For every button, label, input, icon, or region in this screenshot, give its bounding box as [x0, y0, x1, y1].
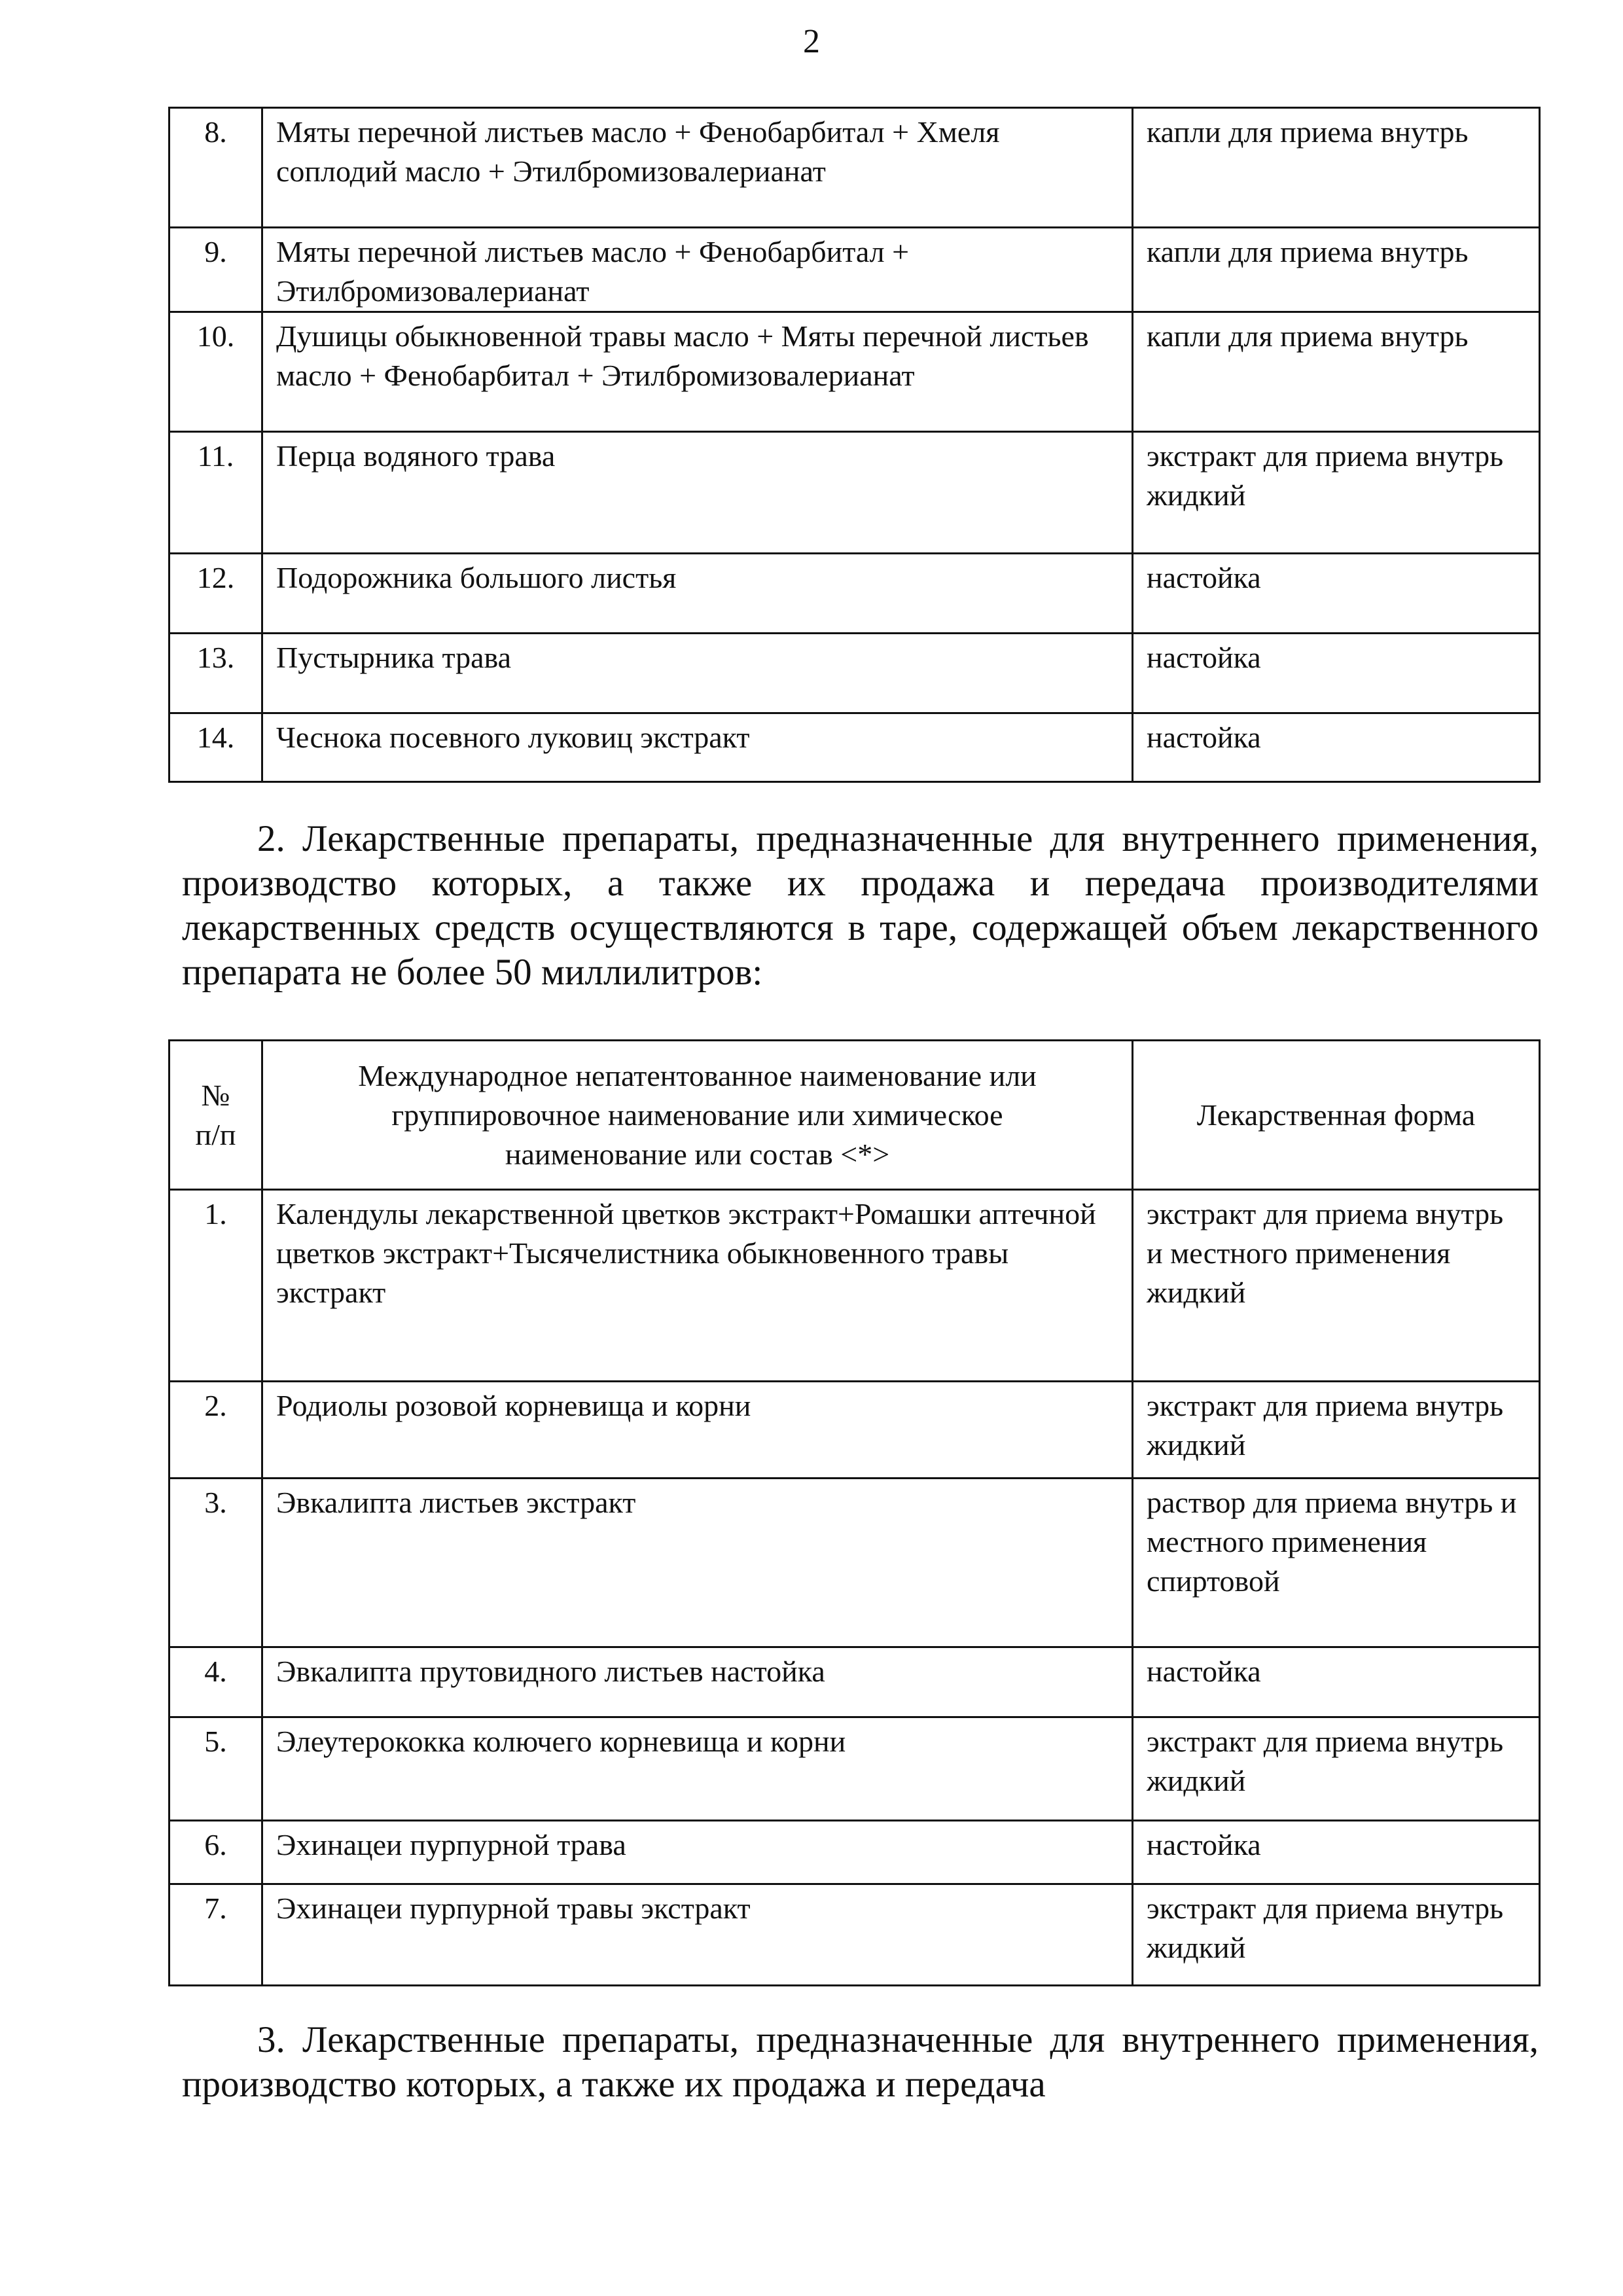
- drug-name: Эхинацеи пурпурной травы экстракт: [262, 1884, 1133, 1986]
- row-number: 4.: [169, 1647, 262, 1717]
- dosage-form: настойка: [1133, 634, 1540, 713]
- drug-name: Мяты перечной листьев масло + Фенобарбитал + Хмеля соплодий масло + Этилбромизовалерианат: [262, 108, 1133, 228]
- drug-name: Родиолы розовой корневища и корни: [262, 1382, 1133, 1479]
- row-number: 2.: [169, 1382, 262, 1479]
- section-3-text: 3. Лекарственные препараты, предназначенные для внутреннего применения, производство которых, а также их продажа и передача: [182, 2019, 1539, 2105]
- dosage-form: настойка: [1133, 1821, 1540, 1884]
- table-row: [169, 1717, 1540, 1821]
- medication-table: [168, 1039, 1541, 1986]
- drug-name: Чеснока посевного луковиц экстракт: [262, 713, 1133, 782]
- dosage-form: экстракт для приема внутрь жидкий: [1133, 432, 1540, 554]
- row-number: 14.: [169, 713, 262, 782]
- drug-name: Перца водяного трава: [262, 432, 1133, 554]
- dosage-form: настойка: [1133, 1647, 1540, 1717]
- dosage-form: капли для приема внутрь: [1133, 108, 1540, 228]
- dosage-form: экстракт для приема внутрь жидкий: [1133, 1382, 1540, 1479]
- row-number: 13.: [169, 634, 262, 713]
- row-number: 9.: [169, 228, 262, 312]
- dosage-form: экстракт для приема внутрь жидкий: [1133, 1884, 1540, 1986]
- drug-name: Подорожника большого листья: [262, 554, 1133, 634]
- drug-name: Эхинацеи пурпурной трава: [262, 1821, 1133, 1884]
- table-row: [169, 1190, 1540, 1382]
- dosage-form: капли для приема внутрь: [1133, 312, 1540, 432]
- row-number: 12.: [169, 554, 262, 634]
- table-row: [169, 634, 1540, 713]
- header-number: № п/п: [169, 1041, 262, 1190]
- drug-name: Эвкалипта прутовидного листьев настойка: [262, 1647, 1133, 1717]
- dosage-form: настойка: [1133, 554, 1540, 634]
- row-number: 7.: [169, 1884, 262, 1986]
- table-header-row: [169, 1041, 1540, 1190]
- drug-name: Календулы лекарственной цветков экстракт+Ромашки аптечной цветков экстракт+Тысячелистника обыкновенного травы экстракт: [262, 1190, 1133, 1382]
- table-row: [169, 1479, 1540, 1647]
- drug-name: Мяты перечной листьев масло + Фенобарбитал + Этилбромизовалерианат: [262, 228, 1133, 312]
- row-number: 3.: [169, 1479, 262, 1647]
- row-number: 1.: [169, 1190, 262, 1382]
- table-row: [169, 713, 1540, 782]
- header-form: Лекарственная форма: [1133, 1041, 1540, 1190]
- drug-name: Элеутерококка колючего корневища и корни: [262, 1717, 1133, 1821]
- drug-name: Душицы обыкновенной травы масло + Мяты перечной листьев масло + Фенобарбитал + Этилбромизовалерианат: [262, 312, 1133, 432]
- dosage-form: настойка: [1133, 713, 1540, 782]
- row-number: 8.: [169, 108, 262, 228]
- table-row: [169, 1884, 1540, 1986]
- dosage-form: раствор для приема внутрь и местного применения спиртовой: [1133, 1479, 1540, 1647]
- table-row: [169, 108, 1540, 228]
- table-row: [169, 312, 1540, 432]
- row-number: 10.: [169, 312, 262, 432]
- section-2-paragraph: [182, 817, 1539, 995]
- drug-name: Пустырника трава: [262, 634, 1133, 713]
- table-row: [169, 1821, 1540, 1884]
- row-number: 6.: [169, 1821, 262, 1884]
- dosage-form: экстракт для приема внутрь жидкий: [1133, 1717, 1540, 1821]
- table-row: [169, 1647, 1540, 1717]
- table-row: [169, 554, 1540, 634]
- medication-table-continued: [168, 107, 1541, 783]
- table-row: [169, 1382, 1540, 1479]
- page-number: 2: [803, 23, 820, 60]
- table-row: [169, 228, 1540, 312]
- section-3-paragraph: [182, 2018, 1539, 2107]
- dosage-form: экстракт для приема внутрь и местного применения жидкий: [1133, 1190, 1540, 1382]
- row-number: 11.: [169, 432, 262, 554]
- drug-name: Эвкалипта листьев экстракт: [262, 1479, 1133, 1647]
- section-2-text: 2. Лекарственные препараты, предназначенные для внутреннего применения, производство которых, а также их продажа и передача производителями лекарственных средств осуществляются в таре, содержащей объем лекарственного препарата не более 50 миллилитров:: [182, 818, 1539, 993]
- row-number: 5.: [169, 1717, 262, 1821]
- header-name: Международное непатентованное наименование или группировочное наименование или химическое наименование или состав <*>: [262, 1041, 1133, 1190]
- table-row: [169, 432, 1540, 554]
- dosage-form: капли для приема внутрь: [1133, 228, 1540, 312]
